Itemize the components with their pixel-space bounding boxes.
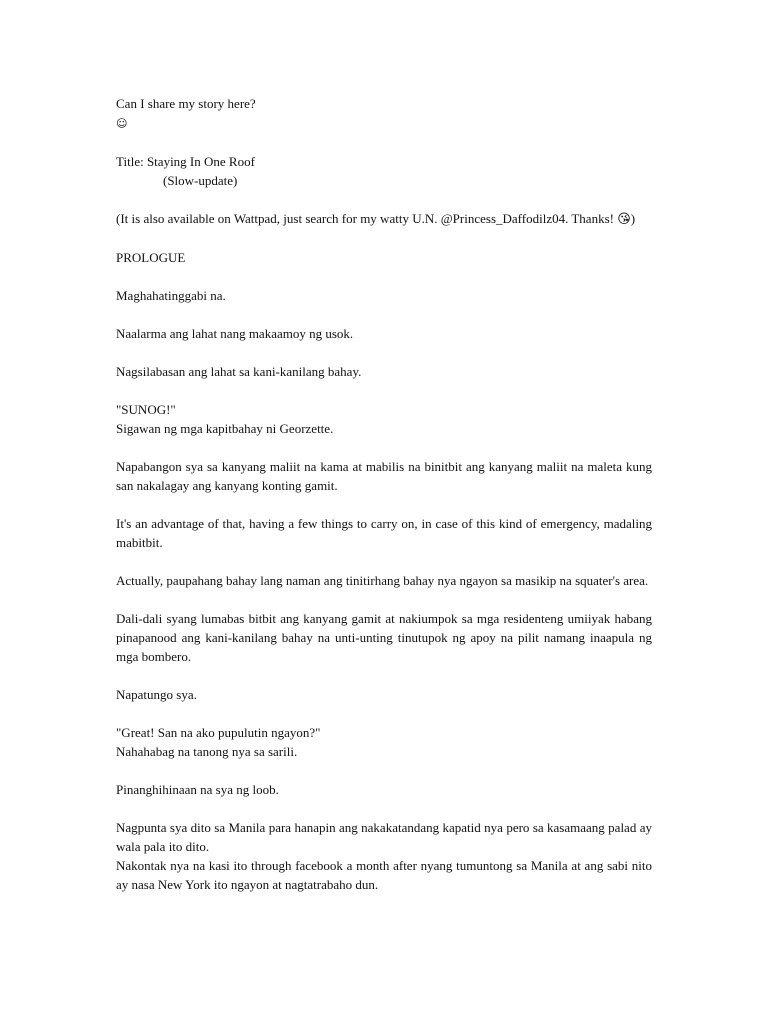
spacer: [116, 305, 652, 324]
spacer: [116, 381, 652, 400]
spacer: [116, 190, 652, 209]
paragraph: Sigawan ng mga kapitbahay ni Georzette.: [116, 421, 334, 436]
dialogue: "SUNOG!": [116, 402, 176, 417]
paragraph: Nahahabag na tanong nya sa sarili.: [116, 744, 298, 759]
paragraph: Nagsilabasan ang lahat sa kani-kanilang bahay.: [116, 364, 362, 379]
spacer: [116, 343, 652, 362]
prologue-heading: PROLOGUE: [116, 250, 186, 265]
smiley-icon: ☺: [116, 117, 128, 130]
document-page: [116, 94, 652, 894]
paragraph: Napatungo sya.: [116, 687, 197, 702]
paragraph: Pinanghihinaan na sya ng loob.: [116, 782, 279, 797]
paragraph: It's an advantage of that, having a few things to carry on, in case of this kind of emergency, madaling mabitbit.: [116, 516, 652, 550]
spacer: [116, 666, 652, 685]
paragraph: Actually, paupahang bahay lang naman ang tinitirhang bahay nya ngayon sa masikip na squater's area.: [116, 573, 649, 588]
intro-question: Can I share my story here?: [116, 96, 256, 111]
story-status: (Slow-update): [163, 173, 238, 188]
spacer: [116, 438, 652, 457]
paragraph: Napabangon sya sa kanyang maliit na kama at mabilis na binitbit ang kanyang maliit na maleta kung san nakalagay ang kanyang konting gamit.: [116, 459, 652, 493]
paragraph: Nagpunta sya dito sa Manila para hanapin ang nakakatandang kapatid nya pero sa kasamaang palad ay wala pala ito dito.: [116, 820, 652, 854]
story-title: Title: Staying In One Roof: [116, 154, 255, 169]
spacer: [116, 495, 652, 514]
wattpad-note-text: (It is also available on Wattpad, just search for my watty U.N. @Princess_Daffodilz04. Thanks!: [116, 211, 618, 226]
paragraph: Dali-dali syang lumabas bitbit ang kanyang gamit at nakiumpok sa mga residenteng umiiyak habang pinapanood ang kani-kanilang bahay na unti-unting tinutupok ng apoy na pilit namang inaapula ng mga bombero.: [116, 611, 652, 664]
spacer: [116, 133, 652, 152]
spacer: [116, 590, 652, 609]
spacer: [116, 267, 652, 286]
spacer: [116, 229, 652, 248]
dialogue: "Great! San na ako pupulutin ngayon?": [116, 725, 321, 740]
paragraph: Naalarma ang lahat nang makaamoy ng usok.: [116, 326, 354, 341]
paragraph: Nakontak nya na kasi ito through facebook a month after nyang tumuntong sa Manila at ang sabi nito ay nasa New York ito ngayon at nagtatrabaho dun.: [116, 858, 652, 892]
wink-kiss-icon: 😘: [617, 212, 631, 227]
wattpad-note: [116, 209, 652, 229]
intro-smiley-line: [116, 113, 652, 133]
wattpad-note-close: ): [630, 211, 636, 226]
spacer: [116, 799, 652, 818]
spacer: [116, 552, 652, 571]
spacer: [116, 704, 652, 723]
spacer: [116, 761, 652, 780]
paragraph: Maghahatinggabi na.: [116, 288, 226, 303]
